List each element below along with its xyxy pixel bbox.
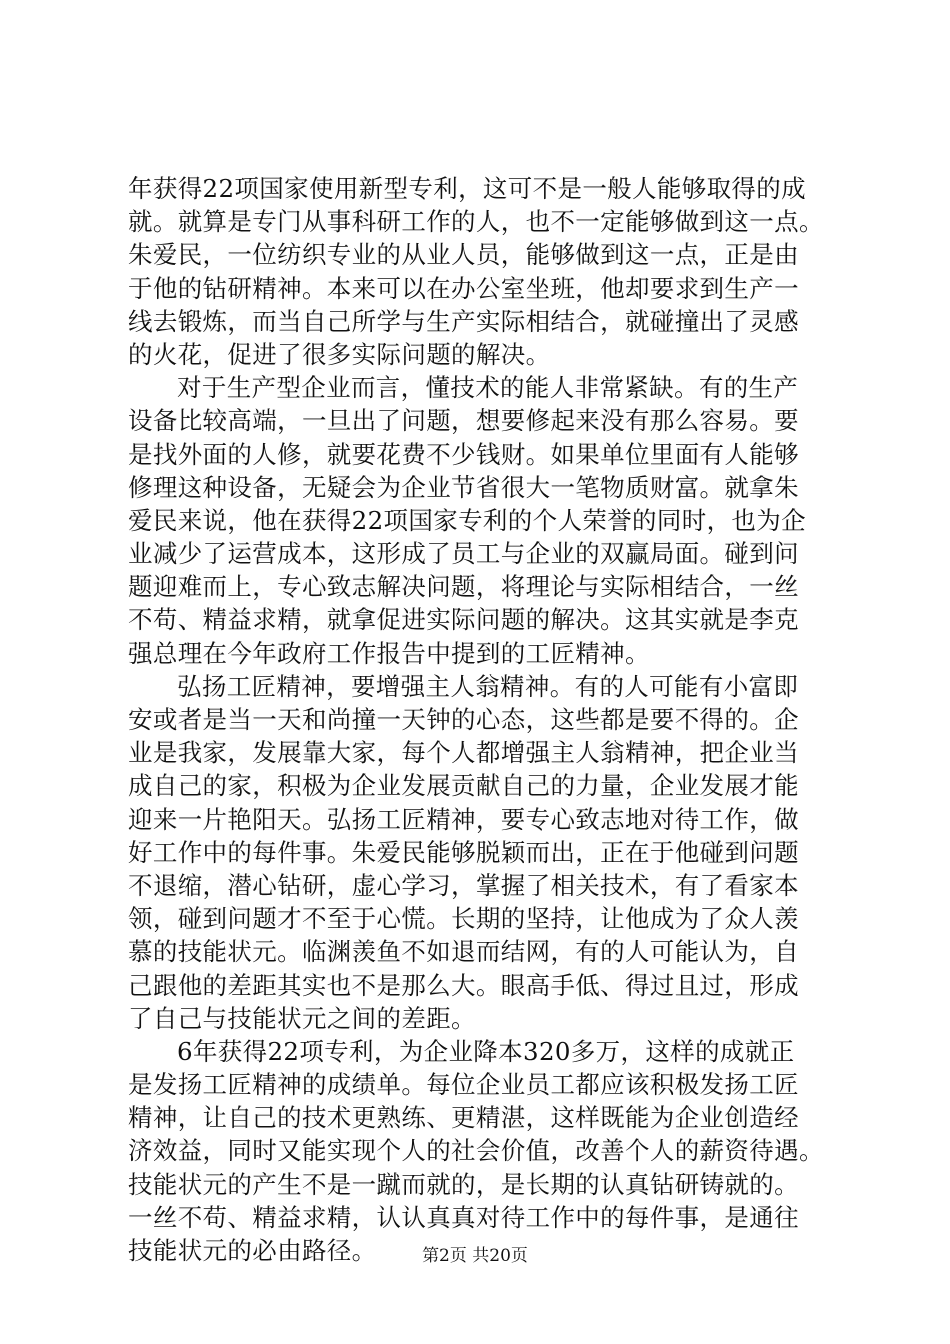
text-line: 领，碰到问题才不至于心慌。长期的坚持，让他成为了众人羡 (128, 904, 799, 934)
text-line: 年获得22项国家使用新型专利，这可不是一般人能够取得的成 (128, 174, 806, 203)
article-body (128, 172, 840, 1267)
text-line: 安或者是当一天和尚撞一天钟的心态，这些都是要不得的。企 (128, 705, 799, 734)
paragraph-3 (128, 670, 840, 1035)
text-line: 是找外面的人修，就要花费不少钱财。如果单位里面有人能够 (128, 439, 799, 469)
page-number-footer: 第2页 共20页 (422, 1246, 528, 1266)
text-line: 业是我家，发展靠大家，每个人都增强主人翁精神，把企业当 (128, 738, 799, 768)
paragraph-1 (128, 172, 840, 371)
text-line: 线去锻炼，而当自己所学与生产实际相结合，就碰撞出了灵感 (128, 306, 799, 336)
text-line: 己跟他的差距其实也不是那么大。眼高手低、得过且过，形成 (128, 970, 799, 1000)
text-line: 成自己的家，积极为企业发展贡献自己的力量，企业发展才能 (128, 771, 799, 801)
text-line: 不退缩，潜心钻研，虚心学习，掌握了相关技术，有了看家本 (128, 870, 799, 900)
text-line: 强总理在今年政府工作报告中提到的工匠精神。 (128, 638, 650, 668)
text-line: 修理这种设备，无疑会为企业节省很大一笔物质财富。就拿朱 (128, 472, 799, 502)
text-line: 题迎难而上，专心致志解决问题，将理论与实际相结合，一丝 (128, 572, 799, 602)
text-line: 的火花，促进了很多实际问题的解决。 (128, 339, 551, 369)
paragraph-2 (128, 371, 840, 670)
text-line: 爱民来说，他在获得22项国家专利的个人荣誉的同时，也为企 (128, 505, 806, 535)
text-line: 朱爱民，一位纺织专业的从业人员，能够做到这一点，正是由 (128, 240, 799, 270)
text-line: 6年获得22项专利，为企业降本320多万，这样的成就正 (177, 1036, 795, 1066)
text-line: 迎来一片艳阳天。弘扬工匠精神，要专心致志地对待工作，做 (128, 804, 799, 834)
text-line: 慕的技能状元。临渊羡鱼不如退而结网，有的人可能认为，自 (128, 937, 799, 967)
text-line: 设备比较高端，一旦出了问题，想要修起来没有那么容易。要 (128, 406, 799, 436)
text-line: 不苟、精益求精，就拿促进实际问题的解决。这其实就是李克 (128, 605, 799, 635)
text-line: 了自己与技能状元之间的差距。 (128, 1003, 476, 1033)
text-line: 就。就算是专门从事科研工作的人，也不一定能够做到这一点。 (128, 207, 824, 237)
text-line: 好工作中的每件事。朱爱民能够脱颖而出，正在于他碰到问题 (128, 837, 799, 867)
text-line: 弘扬工匠精神，要增强主人翁精神。有的人可能有小富即 (177, 671, 799, 701)
text-line: 是发扬工匠精神的成绩单。每位企业员工都应该积极发扬工匠 (128, 1070, 799, 1100)
text-line: 精神，让自己的技术更熟练、更精湛，这样既能为企业创造经 (128, 1103, 799, 1133)
text-line: 对于生产型企业而言，懂技术的能人非常紧缺。有的生产 (177, 373, 799, 403)
text-line: 业减少了运营成本，这形成了员工与企业的双赢局面。碰到问 (128, 539, 799, 569)
text-line: 技能状元的必由路径。 (128, 1236, 377, 1265)
text-line: 一丝不苟、精益求精，认认真真对待工作中的每件事，是通往 (128, 1202, 799, 1232)
text-line: 于他的钻研精神。本来可以在办公室坐班，他却要求到生产一 (128, 273, 799, 303)
text-line: 济效益，同时又能实现个人的社会价值，改善个人的薪资待遇。 (128, 1136, 824, 1166)
paragraph-4 (128, 1035, 840, 1267)
text-line: 技能状元的产生不是一蹴而就的，是长期的认真钻研铸就的。 (128, 1169, 799, 1199)
